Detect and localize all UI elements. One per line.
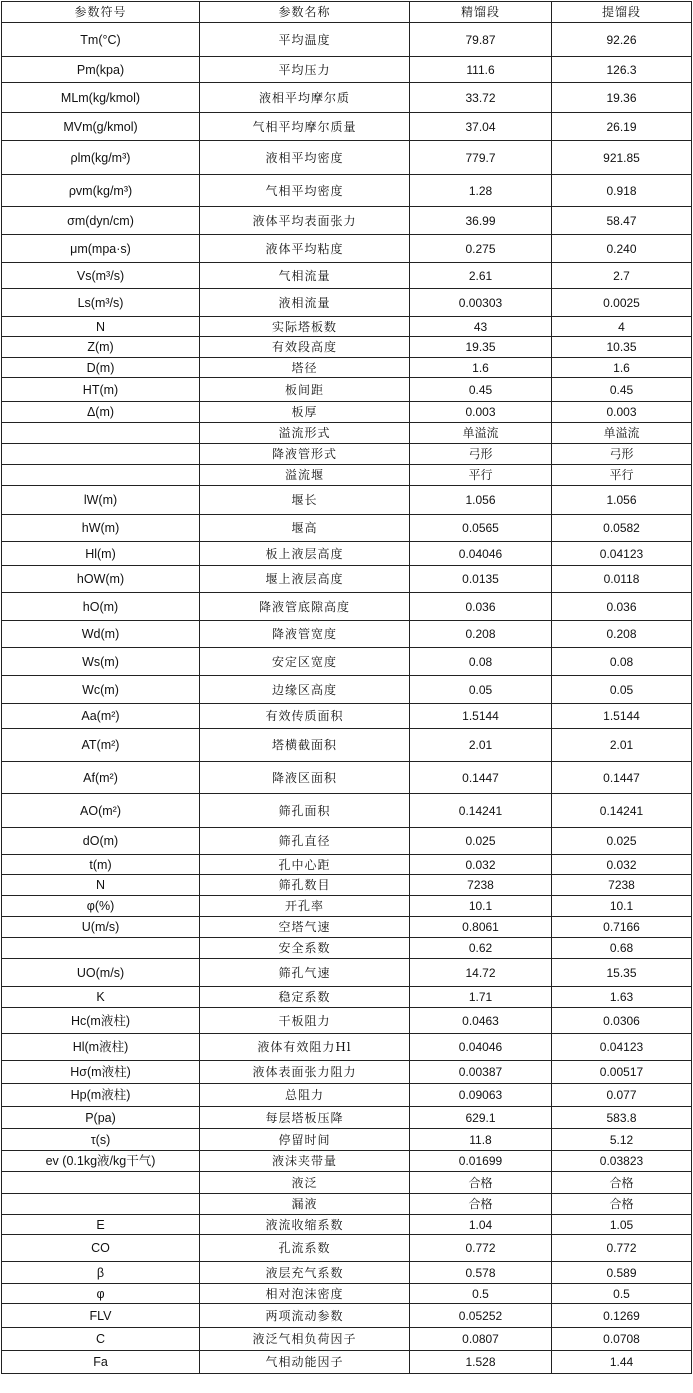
stripping-value: 0.918 xyxy=(552,175,692,207)
param-name: 降液管形式 xyxy=(200,444,410,465)
param-symbol: hW(m) xyxy=(2,515,200,542)
param-symbol: N xyxy=(2,875,200,896)
header-stripping: 提馏段 xyxy=(552,2,692,23)
table-row xyxy=(2,648,692,676)
stripping-value: 7238 xyxy=(552,875,692,896)
stripping-value: 1.63 xyxy=(552,987,692,1008)
table-row xyxy=(2,465,692,486)
stripping-value: 0.208 xyxy=(552,621,692,648)
stripping-value: 0.003 xyxy=(552,402,692,423)
table-row xyxy=(2,593,692,621)
param-name: 液泛气相负荷因子 xyxy=(200,1328,410,1351)
stripping-value: 0.68 xyxy=(552,938,692,959)
param-symbol: E xyxy=(2,1215,200,1235)
stripping-value: 0.772 xyxy=(552,1235,692,1262)
tower-parameter-table xyxy=(1,1,692,1374)
rectifying-value: 10.1 xyxy=(410,896,552,917)
param-name: 边缘区高度 xyxy=(200,676,410,704)
param-symbol xyxy=(2,1194,200,1215)
table-row xyxy=(2,1284,692,1304)
rectifying-value: 0.08 xyxy=(410,648,552,676)
table-row xyxy=(2,1129,692,1151)
param-name: 液流收缩系数 xyxy=(200,1215,410,1235)
stripping-value: 26.19 xyxy=(552,113,692,141)
stripping-value: 0.7166 xyxy=(552,917,692,938)
table-row xyxy=(2,938,692,959)
stripping-value: 0.04123 xyxy=(552,1034,692,1061)
param-symbol: β xyxy=(2,1262,200,1284)
rectifying-value: 1.5144 xyxy=(410,704,552,729)
rectifying-value: 629.1 xyxy=(410,1107,552,1129)
param-name: 液层充气系数 xyxy=(200,1262,410,1284)
table-row xyxy=(2,141,692,175)
param-symbol: hO(m) xyxy=(2,593,200,621)
param-symbol: Hl(m液柱) xyxy=(2,1034,200,1061)
table-row xyxy=(2,23,692,57)
rectifying-value: 111.6 xyxy=(410,57,552,83)
rectifying-value: 0.45 xyxy=(410,378,552,402)
rectifying-value: 0.0565 xyxy=(410,515,552,542)
table-row xyxy=(2,566,692,593)
param-name: 液体表面张力阻力 xyxy=(200,1061,410,1084)
rectifying-value: 平行 xyxy=(410,465,552,486)
stripping-value: 0.0118 xyxy=(552,566,692,593)
stripping-value: 1.6 xyxy=(552,358,692,378)
rectifying-value: 0.8061 xyxy=(410,917,552,938)
header-name: 参数名称 xyxy=(200,2,410,23)
table-row xyxy=(2,1262,692,1284)
param-symbol: D(m) xyxy=(2,358,200,378)
param-symbol: hOW(m) xyxy=(2,566,200,593)
param-symbol: Ls(m³/s) xyxy=(2,289,200,317)
stripping-value: 0.0025 xyxy=(552,289,692,317)
table-row xyxy=(2,875,692,896)
stripping-value: 0.00517 xyxy=(552,1061,692,1084)
param-name: 两项流动参数 xyxy=(200,1304,410,1328)
rectifying-value: 43 xyxy=(410,317,552,337)
param-symbol: φ xyxy=(2,1284,200,1304)
rectifying-value: 0.208 xyxy=(410,621,552,648)
param-name: 空塔气速 xyxy=(200,917,410,938)
table-row xyxy=(2,515,692,542)
stripping-value: 15.35 xyxy=(552,959,692,987)
param-name: 板上液层高度 xyxy=(200,542,410,566)
table-row xyxy=(2,676,692,704)
param-symbol: Af(m²) xyxy=(2,762,200,794)
param-symbol: ρvm(kg/m³) xyxy=(2,175,200,207)
param-name: 液沫夹带量 xyxy=(200,1151,410,1172)
param-name: 液体平均粘度 xyxy=(200,235,410,263)
param-name: 堰上液层高度 xyxy=(200,566,410,593)
param-symbol xyxy=(2,465,200,486)
table-row xyxy=(2,317,692,337)
stripping-value: 0.45 xyxy=(552,378,692,402)
rectifying-value: 0.05252 xyxy=(410,1304,552,1328)
rectifying-value: 0.04046 xyxy=(410,542,552,566)
param-symbol: N xyxy=(2,317,200,337)
param-symbol: AT(m²) xyxy=(2,729,200,762)
stripping-value: 10.1 xyxy=(552,896,692,917)
param-name: 板间距 xyxy=(200,378,410,402)
rectifying-value: 1.04 xyxy=(410,1215,552,1235)
stripping-value: 0.0708 xyxy=(552,1328,692,1351)
table-row xyxy=(2,486,692,515)
param-name: 筛孔数目 xyxy=(200,875,410,896)
param-symbol: τ(s) xyxy=(2,1129,200,1151)
table-row xyxy=(2,542,692,566)
param-name: 塔径 xyxy=(200,358,410,378)
stripping-value: 921.85 xyxy=(552,141,692,175)
rectifying-value: 0.025 xyxy=(410,828,552,855)
param-symbol: Pm(kpa) xyxy=(2,57,200,83)
stripping-value: 0.04123 xyxy=(552,542,692,566)
param-name: 气相平均摩尔质量 xyxy=(200,113,410,141)
table-row xyxy=(2,1304,692,1328)
rectifying-value: 合格 xyxy=(410,1172,552,1194)
param-name: 液相平均摩尔质 xyxy=(200,83,410,113)
param-symbol: ρlm(kg/m³) xyxy=(2,141,200,175)
table-row xyxy=(2,378,692,402)
param-name: 安全系数 xyxy=(200,938,410,959)
stripping-value: 2.01 xyxy=(552,729,692,762)
param-name: 有效传质面积 xyxy=(200,704,410,729)
stripping-value: 0.14241 xyxy=(552,794,692,828)
param-symbol: Fa xyxy=(2,1351,200,1374)
table-row xyxy=(2,1151,692,1172)
stripping-value: 1.056 xyxy=(552,486,692,515)
stripping-value: 126.3 xyxy=(552,57,692,83)
param-symbol: ev (0.1kg液/kg干气) xyxy=(2,1151,200,1172)
stripping-value: 0.240 xyxy=(552,235,692,263)
param-name: 气相流量 xyxy=(200,263,410,289)
stripping-value: 0.1447 xyxy=(552,762,692,794)
rectifying-value: 0.0135 xyxy=(410,566,552,593)
param-symbol: Vs(m³/s) xyxy=(2,263,200,289)
param-name: 液相平均密度 xyxy=(200,141,410,175)
header-row xyxy=(2,2,692,23)
stripping-value: 0.032 xyxy=(552,855,692,875)
rectifying-value: 37.04 xyxy=(410,113,552,141)
param-name: 稳定系数 xyxy=(200,987,410,1008)
table-row xyxy=(2,1194,692,1215)
rectifying-value: 0.00387 xyxy=(410,1061,552,1084)
table-row xyxy=(2,337,692,358)
param-symbol: Hp(m液柱) xyxy=(2,1084,200,1107)
param-name: 总阻力 xyxy=(200,1084,410,1107)
table-row xyxy=(2,113,692,141)
stripping-value: 合格 xyxy=(552,1172,692,1194)
stripping-value: 1.05 xyxy=(552,1215,692,1235)
param-name: 溢流堰 xyxy=(200,465,410,486)
table-row xyxy=(2,289,692,317)
rectifying-value: 0.0807 xyxy=(410,1328,552,1351)
rectifying-value: 1.28 xyxy=(410,175,552,207)
stripping-value: 0.05 xyxy=(552,676,692,704)
table-row xyxy=(2,794,692,828)
rectifying-value: 2.61 xyxy=(410,263,552,289)
table-row xyxy=(2,987,692,1008)
param-name: 筛孔直径 xyxy=(200,828,410,855)
rectifying-value: 弓形 xyxy=(410,444,552,465)
rectifying-value: 0.05 xyxy=(410,676,552,704)
stripping-value: 4 xyxy=(552,317,692,337)
table-row xyxy=(2,235,692,263)
param-symbol: CO xyxy=(2,1235,200,1262)
stripping-value: 19.36 xyxy=(552,83,692,113)
param-symbol: Wc(m) xyxy=(2,676,200,704)
param-symbol: HT(m) xyxy=(2,378,200,402)
param-name: 降液管宽度 xyxy=(200,621,410,648)
param-symbol xyxy=(2,938,200,959)
stripping-value: 0.036 xyxy=(552,593,692,621)
table-row xyxy=(2,1107,692,1129)
table-row xyxy=(2,1351,692,1374)
stripping-value: 2.7 xyxy=(552,263,692,289)
param-name: 平均温度 xyxy=(200,23,410,57)
table-row xyxy=(2,828,692,855)
param-symbol: φ(%) xyxy=(2,896,200,917)
rectifying-value: 2.01 xyxy=(410,729,552,762)
param-name: 液体有效阻力Hl xyxy=(200,1034,410,1061)
param-symbol: MLm(kg/kmol) xyxy=(2,83,200,113)
stripping-value: 0.077 xyxy=(552,1084,692,1107)
param-symbol: lW(m) xyxy=(2,486,200,515)
stripping-value: 58.47 xyxy=(552,207,692,235)
param-name: 干板阻力 xyxy=(200,1008,410,1034)
table-row xyxy=(2,1034,692,1061)
param-symbol: Aa(m²) xyxy=(2,704,200,729)
param-symbol: μm(mpa·s) xyxy=(2,235,200,263)
stripping-value: 5.12 xyxy=(552,1129,692,1151)
header-rectifying: 精馏段 xyxy=(410,2,552,23)
table-row xyxy=(2,1061,692,1084)
param-name: 气相平均密度 xyxy=(200,175,410,207)
stripping-value: 0.0582 xyxy=(552,515,692,542)
rectifying-value: 0.14241 xyxy=(410,794,552,828)
rectifying-value: 0.003 xyxy=(410,402,552,423)
param-symbol: U(m/s) xyxy=(2,917,200,938)
param-symbol: Wd(m) xyxy=(2,621,200,648)
param-name: 气相动能因子 xyxy=(200,1351,410,1374)
param-name: 塔横截面积 xyxy=(200,729,410,762)
param-name: 停留时间 xyxy=(200,1129,410,1151)
param-name: 降液区面积 xyxy=(200,762,410,794)
param-symbol: Z(m) xyxy=(2,337,200,358)
table-row xyxy=(2,444,692,465)
table-row xyxy=(2,57,692,83)
stripping-value: 0.03823 xyxy=(552,1151,692,1172)
param-name: 板厚 xyxy=(200,402,410,423)
header-symbol: 参数符号 xyxy=(2,2,200,23)
table-row xyxy=(2,207,692,235)
table-row xyxy=(2,358,692,378)
stripping-value: 10.35 xyxy=(552,337,692,358)
table-row xyxy=(2,1084,692,1107)
stripping-value: 合格 xyxy=(552,1194,692,1215)
table-row xyxy=(2,263,692,289)
rectifying-value: 0.032 xyxy=(410,855,552,875)
table-row xyxy=(2,917,692,938)
table-row xyxy=(2,423,692,444)
param-name: 筛孔气速 xyxy=(200,959,410,987)
param-symbol xyxy=(2,423,200,444)
param-symbol: MVm(g/kmol) xyxy=(2,113,200,141)
param-symbol: t(m) xyxy=(2,855,200,875)
rectifying-value: 0.036 xyxy=(410,593,552,621)
param-name: 液体平均表面张力 xyxy=(200,207,410,235)
param-name: 孔流系数 xyxy=(200,1235,410,1262)
table-row xyxy=(2,896,692,917)
param-name: 降液管底隙高度 xyxy=(200,593,410,621)
table-row xyxy=(2,855,692,875)
rectifying-value: 单溢流 xyxy=(410,423,552,444)
rectifying-value: 14.72 xyxy=(410,959,552,987)
param-name: 每层塔板压降 xyxy=(200,1107,410,1129)
param-symbol: C xyxy=(2,1328,200,1351)
param-symbol: P(pa) xyxy=(2,1107,200,1129)
table-body xyxy=(2,2,692,1374)
param-name: 相对泡沫密度 xyxy=(200,1284,410,1304)
param-symbol: Hc(m液柱) xyxy=(2,1008,200,1034)
param-name: 有效段高度 xyxy=(200,337,410,358)
param-name: 开孔率 xyxy=(200,896,410,917)
param-symbol: K xyxy=(2,987,200,1008)
stripping-value: 92.26 xyxy=(552,23,692,57)
stripping-value: 平行 xyxy=(552,465,692,486)
rectifying-value: 19.35 xyxy=(410,337,552,358)
table-row xyxy=(2,959,692,987)
param-name: 孔中心距 xyxy=(200,855,410,875)
param-name: 液相流量 xyxy=(200,289,410,317)
rectifying-value: 0.0463 xyxy=(410,1008,552,1034)
table-row xyxy=(2,1215,692,1235)
rectifying-value: 0.09063 xyxy=(410,1084,552,1107)
param-name: 筛孔面积 xyxy=(200,794,410,828)
rectifying-value: 0.62 xyxy=(410,938,552,959)
param-symbol: Hσ(m液柱) xyxy=(2,1061,200,1084)
rectifying-value: 1.71 xyxy=(410,987,552,1008)
rectifying-value: 33.72 xyxy=(410,83,552,113)
rectifying-value: 779.7 xyxy=(410,141,552,175)
table-row xyxy=(2,704,692,729)
rectifying-value: 1.056 xyxy=(410,486,552,515)
param-name: 液泛 xyxy=(200,1172,410,1194)
stripping-value: 0.5 xyxy=(552,1284,692,1304)
rectifying-value: 0.772 xyxy=(410,1235,552,1262)
param-name: 溢流形式 xyxy=(200,423,410,444)
table-row xyxy=(2,621,692,648)
param-name: 平均压力 xyxy=(200,57,410,83)
param-symbol: Tm(°C) xyxy=(2,23,200,57)
rectifying-value: 0.1447 xyxy=(410,762,552,794)
stripping-value: 1.5144 xyxy=(552,704,692,729)
param-symbol xyxy=(2,1172,200,1194)
stripping-value: 0.589 xyxy=(552,1262,692,1284)
stripping-value: 0.08 xyxy=(552,648,692,676)
table-row xyxy=(2,175,692,207)
stripping-value: 弓形 xyxy=(552,444,692,465)
param-symbol: dO(m) xyxy=(2,828,200,855)
table-row xyxy=(2,1008,692,1034)
param-name: 堰高 xyxy=(200,515,410,542)
rectifying-value: 1.6 xyxy=(410,358,552,378)
table-row xyxy=(2,1172,692,1194)
table-row xyxy=(2,402,692,423)
param-symbol: Δ(m) xyxy=(2,402,200,423)
stripping-value: 0.1269 xyxy=(552,1304,692,1328)
rectifying-value: 0.01699 xyxy=(410,1151,552,1172)
param-name: 堰长 xyxy=(200,486,410,515)
param-symbol: Ws(m) xyxy=(2,648,200,676)
param-symbol: Hl(m) xyxy=(2,542,200,566)
rectifying-value: 0.04046 xyxy=(410,1034,552,1061)
rectifying-value: 36.99 xyxy=(410,207,552,235)
stripping-value: 0.0306 xyxy=(552,1008,692,1034)
stripping-value: 583.8 xyxy=(552,1107,692,1129)
table-row xyxy=(2,1235,692,1262)
param-symbol xyxy=(2,444,200,465)
param-name: 实际塔板数 xyxy=(200,317,410,337)
table-row xyxy=(2,729,692,762)
table-row xyxy=(2,83,692,113)
stripping-value: 1.44 xyxy=(552,1351,692,1374)
table-row xyxy=(2,762,692,794)
param-symbol: FLV xyxy=(2,1304,200,1328)
stripping-value: 0.025 xyxy=(552,828,692,855)
rectifying-value: 合格 xyxy=(410,1194,552,1215)
param-symbol: AO(m²) xyxy=(2,794,200,828)
rectifying-value: 1.528 xyxy=(410,1351,552,1374)
param-symbol: UO(m/s) xyxy=(2,959,200,987)
stripping-value: 单溢流 xyxy=(552,423,692,444)
rectifying-value: 0.5 xyxy=(410,1284,552,1304)
rectifying-value: 0.578 xyxy=(410,1262,552,1284)
param-name: 漏液 xyxy=(200,1194,410,1215)
param-symbol: σm(dyn/cm) xyxy=(2,207,200,235)
rectifying-value: 79.87 xyxy=(410,23,552,57)
param-name: 安定区宽度 xyxy=(200,648,410,676)
rectifying-value: 11.8 xyxy=(410,1129,552,1151)
rectifying-value: 0.275 xyxy=(410,235,552,263)
table-row xyxy=(2,1328,692,1351)
rectifying-value: 0.00303 xyxy=(410,289,552,317)
rectifying-value: 7238 xyxy=(410,875,552,896)
